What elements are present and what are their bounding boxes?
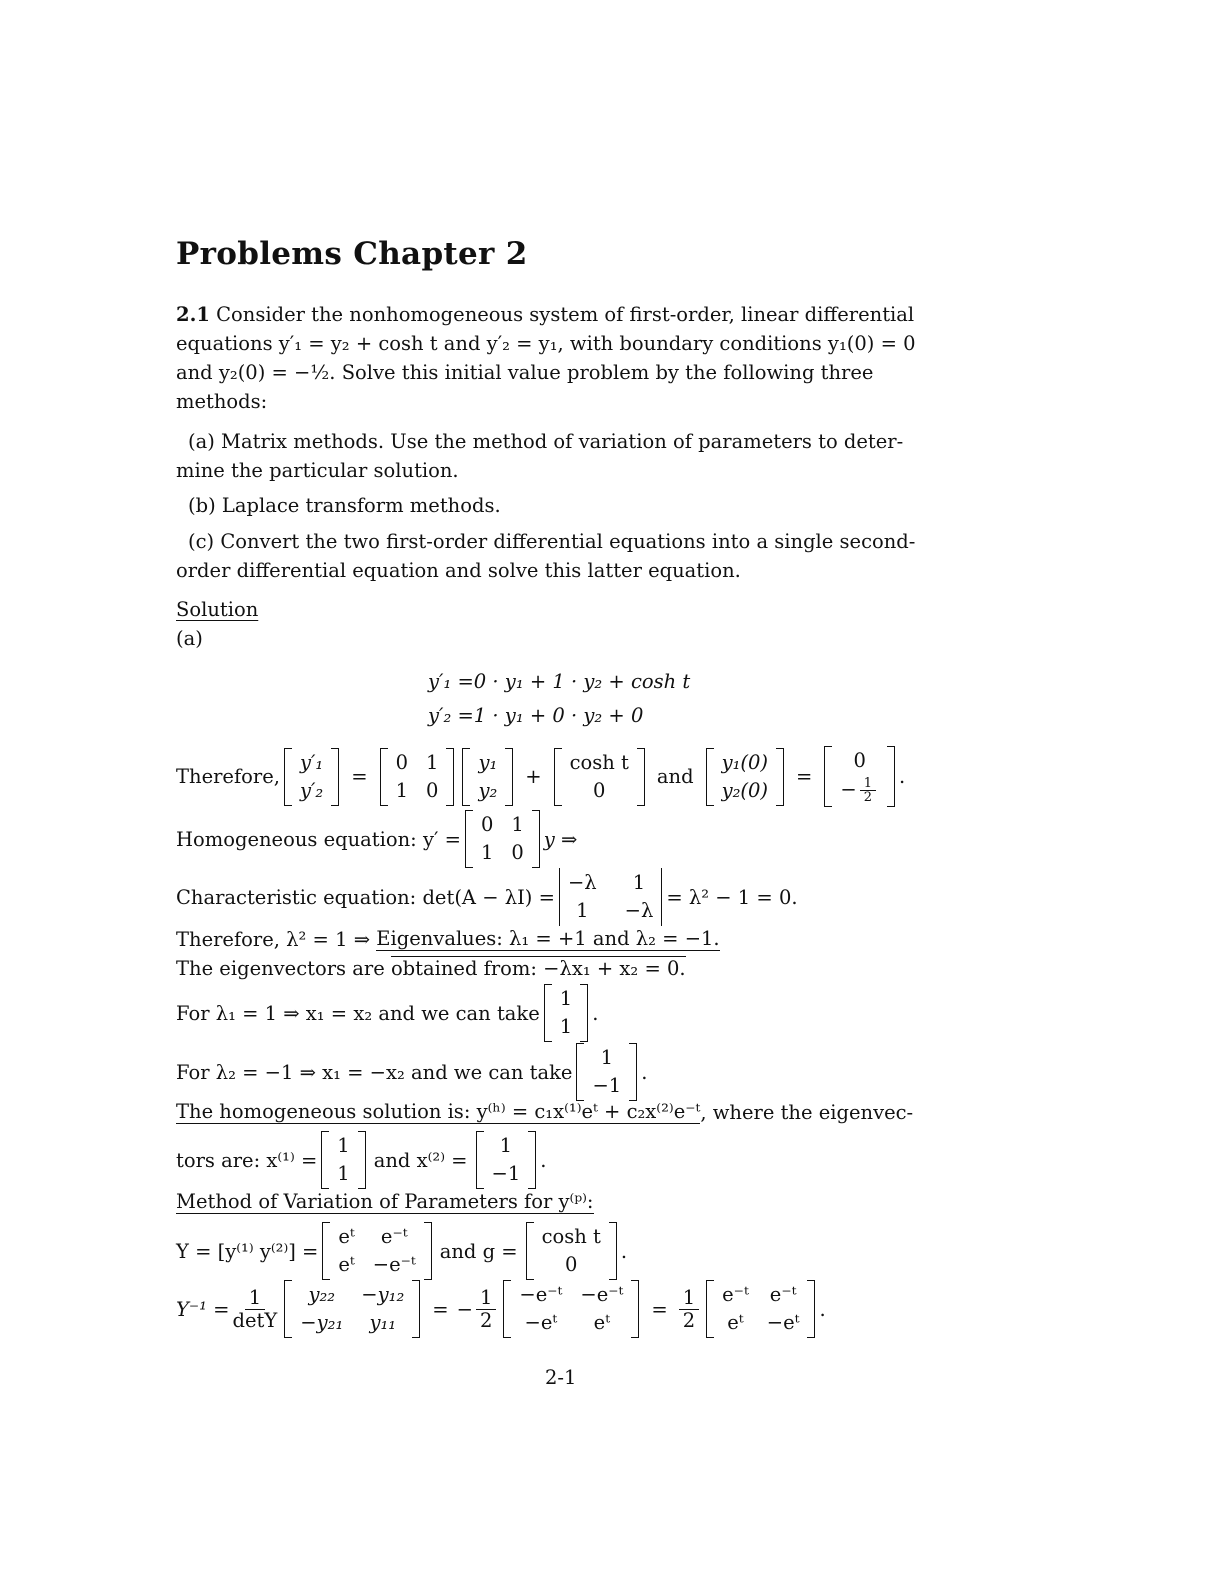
- part-b-statement: (b) Laplace transform methods.: [188, 494, 501, 517]
- part-c-statement: (c) Convert the two first-order differential equations into a single second- order differential equation and solve this latter equation.: [176, 530, 916, 582]
- page-title: Problems Chapter 2: [176, 236, 528, 272]
- solution-part-a: (a): [176, 627, 203, 650]
- forcing-vector: cosh t 0: [554, 748, 645, 806]
- variation-heading: Method of Variation of Parameters for y⁽ᵖ⁾:: [176, 1190, 594, 1213]
- eigenvalues-line: Therefore, λ² = 1 ⇒ Eigenvalues: λ₁ = +1 and λ₂ = −1.: [176, 927, 720, 951]
- eigenvectors-line: The eigenvectors are obtained from: −λx₁ + x₂ = 0.: [176, 956, 686, 980]
- homogeneous-equation: Homogeneous equation: y′ = 0 1 1 0 y ⇒: [176, 810, 577, 868]
- vector-g: cosh t 0: [526, 1222, 617, 1280]
- initial-vector: y₁(0) y₂(0): [706, 748, 784, 806]
- problem-line-2: equations y′₁ = y₂ + cosh t and y′₂ = y₁, with boundary conditions y₁(0) = 0: [176, 332, 916, 355]
- determinant: −λ 1 1 −λ: [559, 868, 662, 926]
- problem-line-4: methods:: [176, 390, 268, 413]
- homogeneous-solution-line: The homogeneous solution is: y⁽ʰ⁾ = c₁x⁽¹⁾eᵗ + c₂x⁽²⁾e⁻ᵗ , where the eigenvec-: [176, 1100, 914, 1124]
- equation-2: y′₂ =1 · y₁ + 0 · y₂ + 0: [428, 704, 644, 727]
- page-number: 2-1: [545, 1366, 577, 1389]
- matrix-equation: Therefore, y′₁ y′₂ = 0 1 1 0 y₁ y₂ + cosh t 0 and y₁(0) y₂(0) = 0 − $\frac{1}{2}$ .: [176, 746, 905, 807]
- initial-values: 0 − $\frac{1}{2}$: [824, 746, 895, 807]
- problem-line-3: and y₂(0) = −½. Solve this initial value problem by the following three: [176, 361, 874, 384]
- equation-1: y′₁ =0 · y₁ + 1 · y₂ + cosh t: [428, 670, 691, 693]
- problem-number: 2.1: [176, 303, 210, 326]
- part-a-statement: (a) Matrix methods. Use the method of variation of parameters to deter- mine the particular solution.: [176, 430, 904, 482]
- eigenvalues-underlined: Eigenvalues: λ₁ = +1 and λ₂ = −1.: [376, 927, 720, 950]
- matrix-A: 0 1 1 0: [380, 748, 455, 806]
- eigenvectors-listed: tors are: x⁽¹⁾ = 1 1 and x⁽²⁾ = 1 −1 .: [176, 1131, 546, 1189]
- solution-heading: Solution: [176, 598, 259, 621]
- eigenvector-1-line: For λ₁ = 1 ⇒ x₁ = x₂ and we can take 1 1 .: [176, 984, 598, 1042]
- inverse-matrix-line: Y⁻¹ = $\frac{1}{\det Y}$ y₂₂ −y₁₂ −y₂₁ y₁₁ = − $\frac{1}{2}$ −e⁻ᵗ −e⁻ᵗ −eᵗ eᵗ = $\frac{1}{2}$ e⁻ᵗ e⁻ᵗ eᵗ −eᵗ .: [176, 1280, 826, 1338]
- yprime-vector: y′₁ y′₂: [284, 748, 339, 806]
- problem-line-1: 2.1 Consider the nonhomogeneous system of first-order, linear differential: [176, 303, 915, 326]
- characteristic-equation: Characteristic equation: det(A − λI) = −λ 1 1 −λ = λ² − 1 = 0.: [176, 868, 798, 926]
- problem-statement: [176, 300, 946, 416]
- eigenvector-2-line: For λ₂ = −1 ⇒ x₁ = −x₂ and we can take 1 −1 .: [176, 1043, 647, 1101]
- matrix-Y: eᵗ e⁻ᵗ eᵗ −e⁻ᵗ: [322, 1222, 431, 1280]
- adjugate-matrix: y₂₂ −y₁₂ −y₂₁ y₁₁: [284, 1280, 420, 1338]
- fundamental-matrix-line: Y = [y⁽¹⁾ y⁽²⁾] = eᵗ e⁻ᵗ eᵗ −e⁻ᵗ and g = cosh t 0 .: [176, 1222, 627, 1280]
- y-vector: y₁ y₂: [462, 748, 513, 806]
